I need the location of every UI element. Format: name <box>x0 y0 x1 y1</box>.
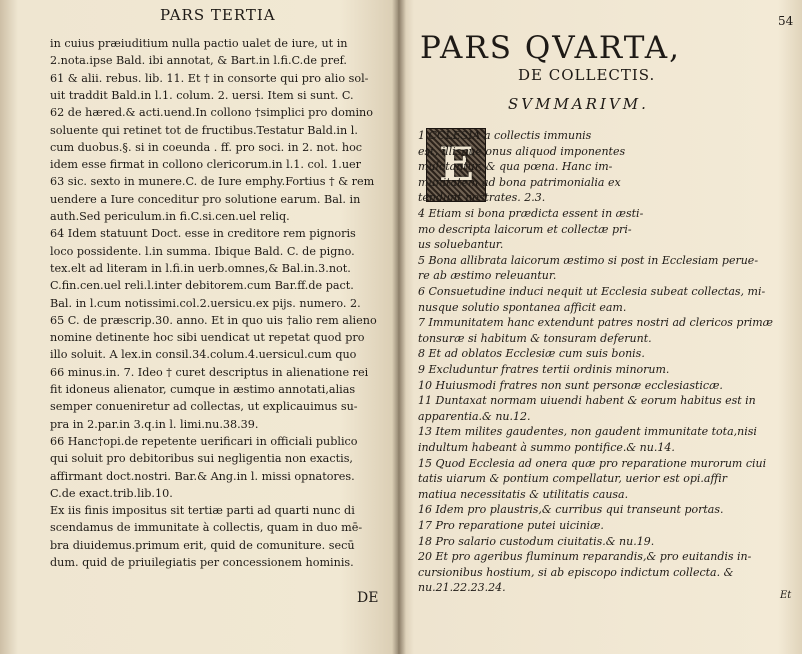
left-text-line: Bal. in l.cum notissimi.col.2.uersicu.ex pijs. numero. 2. <box>50 296 361 310</box>
right-text-line: 10 Huiusmodi fratres non sunt personæ ecclesiasticæ. <box>418 378 723 392</box>
left-text-line: nomine detinente hoc sibi uendicat ut repetat quod pro <box>50 331 365 345</box>
left-text-line: scendamus de immunitate à collectis, quam in duo mē- <box>50 521 363 535</box>
right-text-line: 7 Immunitatem hanc extendunt patres nostri ad clericos primæ <box>418 316 774 330</box>
left-page <box>0 0 398 654</box>
left-text-line: 64 Idem statuunt Doct. esse in creditore rem pignoris <box>50 227 356 241</box>
right-text-line: 8 Et ad oblatos Ecclesiæ cum suis bonis. <box>418 347 645 361</box>
left-text-line: C.de exact.trib.lib.10. <box>50 486 173 500</box>
right-text-line: 11 Duntaxat normam uiuendi habent & eorum habitus est in <box>418 394 756 408</box>
right-text-line: 6 Consuetudine induci nequit ut Ecclesia subeat collectas, mi- <box>418 285 766 298</box>
left-text-line: affirmant doct.nostri. Bar.& Ang.in l. missi opnatores. <box>50 469 355 483</box>
left-text-line: idem esse firmat in collono clericorum.in l.1. col. 1.uer <box>50 158 362 172</box>
right-text-line: 15 Quod Ecclesia ad onera quæ pro reparatione murorum ciui <box>418 456 767 470</box>
right-text-line: 1 CCLESIA a collectis immunis <box>418 129 592 142</box>
right-text-line: 16 Idem pro plaustris,& curribus qui transeunt portas. <box>418 503 724 517</box>
right-text-line: us soluebantur. <box>418 238 504 252</box>
left-text-line: dum. quid de priuilegiatis per concessionem hominis. <box>50 556 354 569</box>
left-text-line: soluente qui retinet tot de fructibus.Testatur Bald.in l. <box>50 123 358 137</box>
right-text-line: est, illisque onus aliquod imponentes <box>418 144 626 158</box>
left-catchword: DE <box>357 590 379 606</box>
left-text-line: 65 C. de præscrip.30. anno. Et in quo uis †alio rem alieno <box>50 313 377 327</box>
right-text-line: indultum habeant à summo pontifice.& nu.14. <box>418 441 675 454</box>
left-text-line: Ex iis finis impositus sit tertiæ parti ad quarti nunc di <box>50 504 355 518</box>
left-text-line: fit idoneus alienator, cumque in æstimo annotati,alias <box>50 383 356 396</box>
right-text-line: nu.21.22.23.24. <box>418 581 506 595</box>
left-text-line: uit traddit Bald.in l.1. colum. 2. uersi. Item si sunt. C. <box>50 88 354 102</box>
right-text-line: mo descripta laicorum et collectæ pri- <box>418 222 632 236</box>
section-title: PARS QVARTA, <box>420 30 681 66</box>
right-text-line: mulctantur, & qua pœna. Hanc im- <box>418 160 613 174</box>
left-text-line: 2.nota.ipse Bald. ibi annotat, & Bart.in l.fi.C.de pref. <box>50 54 347 68</box>
page-number: 54 <box>778 14 794 28</box>
right-text-line: 4 Etiam si bona prædicta essent in æsti- <box>418 207 644 220</box>
right-text-line: munitatem ad bona patrimonialia ex <box>418 175 621 189</box>
left-text-line: 66 Hanc†opi.de repetente uerificari in officiali publico <box>50 434 358 448</box>
left-text-line: 62 de hæred.& acti.uend.In collono †simplici pro domino <box>50 106 374 120</box>
right-text-line: re ab æstimo releuantur. <box>418 269 557 283</box>
right-text-line: 9 Excluduntur fratres tertii ordinis minorum. <box>418 363 670 376</box>
left-text-line: 61 & alii. rebus. lib. 11. Et † in consorte qui pro alio sol- <box>50 71 369 85</box>
right-text-line: cursionibus hostium, si ab episcopo indictum collecta. & <box>418 565 734 579</box>
right-text-line: nusque solutio spontanea afficit eam. <box>418 300 627 314</box>
right-text-line: apparentia.& nu.12. <box>418 409 531 423</box>
left-text-line: cum duobus.§. si in coeunda . ff. pro soci. in 2. not. hoc <box>50 140 363 154</box>
left-text-line: 66 minus.in. 7. Ideo † curet descriptus in alienatione rei <box>50 365 369 379</box>
left-text-line: auth.Sed periculum.in fi.C.si.cen.uel reliq. <box>50 210 290 223</box>
right-text-line: 17 Pro reparatione putei uiciniæ. <box>418 519 604 532</box>
right-text-line: 20 Et pro ageribus fluminum reparandis,& pro euitandis in- <box>418 550 752 564</box>
right-text-line: 13 Item milites gaudentes, non gaudent immunitate tota,nisi <box>418 425 757 439</box>
left-text-line: qui soluit pro debitoribus sui negligentia non exactis, <box>50 452 353 466</box>
left-text-line: tex.elt ad literam in l.fi.in uerb.omnes,& Bal.in.3.not. <box>50 261 351 275</box>
left-text-line: pra in 2.par.in 3.q.in l. limi.nu.38.39. <box>50 417 259 431</box>
left-text-line: illo soluit. A lex.in consil.34.colum.4.uersicul.cum quo <box>50 348 357 362</box>
left-text-line: semper conueniretur ad collectas, ut explicauimus su- <box>50 400 358 414</box>
summarium-heading: SVMMARIVM. <box>508 95 649 113</box>
right-text-line: tonsuræ si habitum & tonsuram deferunt. <box>418 331 652 345</box>
right-text-line: tatis uiarum & pontium compellatur, uerior est opi.affir <box>418 472 728 486</box>
right-text-line: 18 Pro salario custodum ciuitatis.& nu.19. <box>418 534 655 548</box>
left-text-line: loco possidente. l.in summa. Ibique Bald. C. de pigno. <box>50 244 355 258</box>
initial-letter: E <box>439 137 475 191</box>
book-gutter <box>392 0 406 654</box>
left-text-line: 63 sic. sexto in munere.C. de Iure emphy.Fortius † & rem <box>50 175 375 189</box>
left-text-line: bra diuidemus.primum erit, quid de comuniture. secū <box>50 538 355 552</box>
section-subtitle: DE COLLECTIS. <box>518 66 656 84</box>
right-catchword: Et <box>780 590 792 601</box>
left-text-line: in cuius præiuditium nulla pactio ualet de iure, ut in <box>50 37 348 50</box>
right-text-line: matiua necessitatis & utilitatis causa. <box>418 487 629 501</box>
right-page <box>398 0 802 654</box>
right-text-line: 5 Bona allibrata laicorum æstimo si post in Ecclesiam perue- <box>418 253 759 267</box>
right-text-line: tendunt nostrates. 2.3. <box>418 191 546 205</box>
left-text-line: uendere a Iure conceditur pro solutione earum. Bal. in <box>50 192 361 206</box>
left-text-line: C.fin.cen.uel reli.l.inter debitorem.cum Bar.ff.de pact. <box>50 279 354 293</box>
left-running-header: PARS TERTIA <box>160 6 276 24</box>
